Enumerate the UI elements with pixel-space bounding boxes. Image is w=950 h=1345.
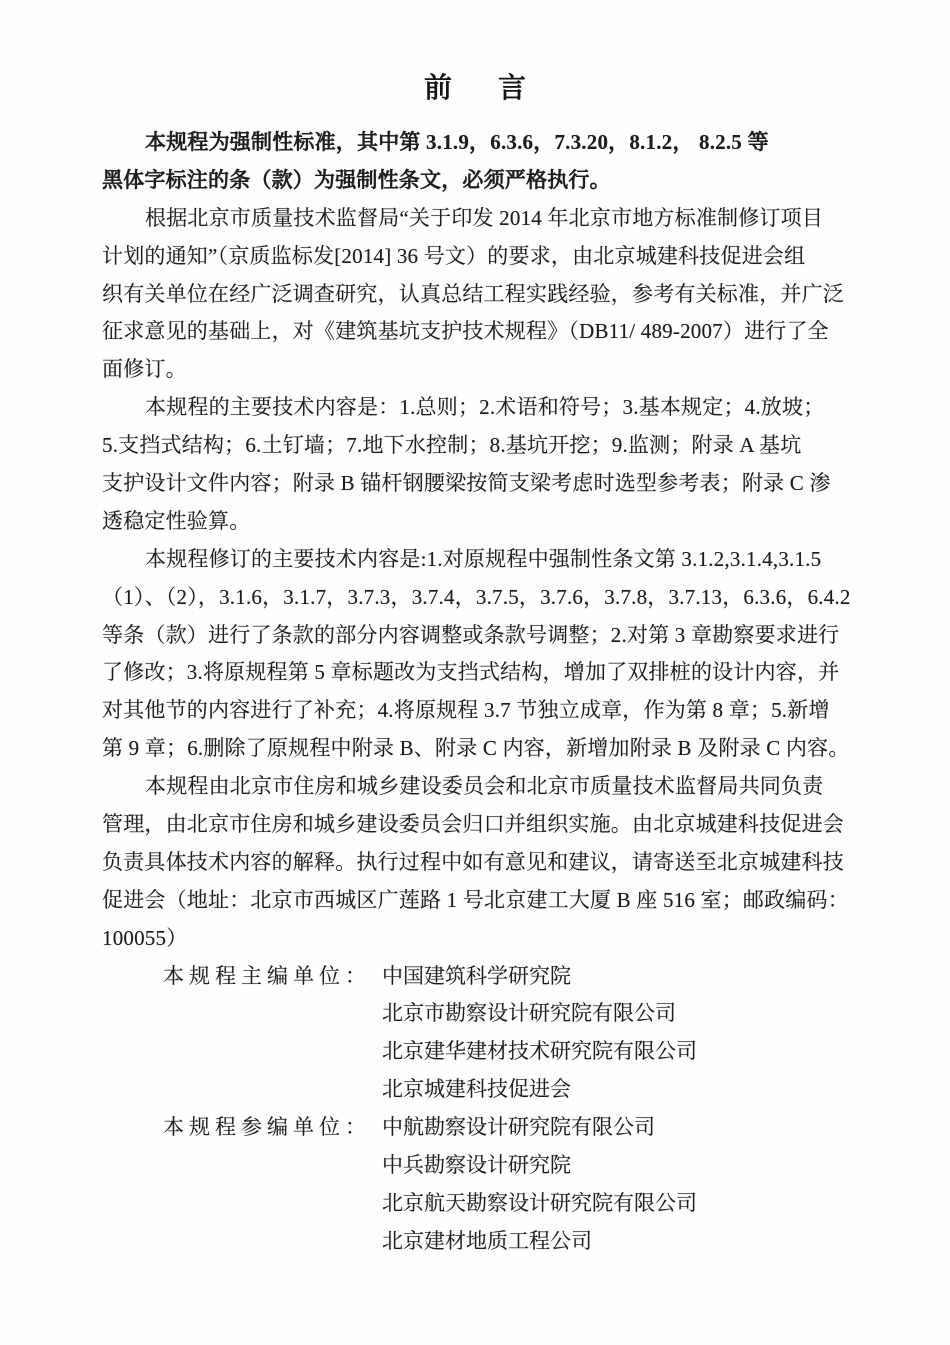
participating-editor-row xyxy=(102,1147,850,1185)
paragraph-line: 负责具体技术内容的解释。执行过程中如有意见和建议，请寄送至北京城建科技 xyxy=(102,849,844,874)
chief-editor-unit: 北京城建科技促进会 xyxy=(382,1077,571,1102)
paragraph-revision-basis xyxy=(102,200,850,389)
paragraph-line: 等条（款）进行了条款的部分内容调整或条款号调整；2.对第 3 章勘察要求进行 xyxy=(102,622,840,647)
chief-editor-row xyxy=(102,1033,850,1071)
paragraph-line: 织有关单位在经广泛调查研究，认真总结工程实践经验，参考有关标准，并广泛 xyxy=(102,281,844,306)
page-title: 前 言 xyxy=(423,73,535,104)
paragraph-mandatory-provisions xyxy=(102,124,850,200)
chief-editor-unit: 中国建筑科学研究院 xyxy=(382,963,571,988)
chief-editor-label: 本规程主编单位： xyxy=(163,963,371,988)
paragraph-line: 第 9 章；6.删除了原规程中附录 B、附录 C 内容，新增加附录 B 及附录 C 内容。 xyxy=(102,736,850,761)
chief-editor-unit: 北京建华建材技术研究院有限公司 xyxy=(382,1039,697,1064)
participating-editor-unit: 北京建材地质工程公司 xyxy=(382,1228,592,1253)
participating-editor-unit: 中兵勘察设计研究院 xyxy=(382,1153,571,1178)
paragraph-line: 本规程由北京市住房和城乡建设委员会和北京市质量技术监督局共同负责 xyxy=(145,774,824,799)
participating-editor-unit: 北京航天勘察设计研究院有限公司 xyxy=(382,1190,697,1215)
paragraph-administration xyxy=(102,768,850,957)
paragraph-line: 本规程为强制性标准，其中第 3.1.9，6.3.6，7.3.20，8.1.2， 8.2.5 等 xyxy=(145,130,769,154)
chief-editor-row xyxy=(102,1071,850,1109)
paragraph-line: 透稳定性验算。 xyxy=(102,508,251,533)
paragraph-line: 支护设计文件内容；附录 B 锚杆钢腰梁按简支梁考虑时选型参考表；附录 C 渗 xyxy=(102,471,831,496)
paragraph-line: 了修改；3.将原规程第 5 章标题改为支挡式结构，增加了双排桩的设计内容，并 xyxy=(102,660,840,685)
participating-editor-label: 本规程参编单位： xyxy=(163,1115,371,1140)
paragraph-line: 对其他节的内容进行了补充；4.将原规程 3.7 节独立成章，作为第 8 章；5.新增 xyxy=(102,698,830,723)
document-body xyxy=(102,124,850,1261)
paragraph-line: 管理，由北京市住房和城乡建设委员会归口并组织实施。由北京城建科技促进会 xyxy=(102,812,844,837)
paragraph-line: 100055） xyxy=(102,925,188,950)
participating-editor-row xyxy=(102,1223,850,1261)
participating-editor-row xyxy=(102,1109,850,1147)
paragraph-line: （1）、（2），3.1.6，3.1.7，3.7.3，3.7.4，3.7.5，3.7.6，3.7.8，3.7.13，6.3.6，6.4.2 xyxy=(102,584,851,609)
paragraph-line: 面修订。 xyxy=(102,357,187,382)
paragraph-line: 5.支挡式结构；6.土钉墙；7.地下水控制；8.基坑开挖；9.监测；附录 A 基坑 xyxy=(102,433,802,458)
paragraph-line: 促进会（地址：北京市西城区广莲路 1 号北京建工大厦 B 座 516 室；邮政编码： xyxy=(102,887,849,912)
paragraph-line: 根据北京市质量技术监督局“关于印发 2014 年北京市地方标准制修订项目 xyxy=(145,205,824,230)
paragraph-main-contents xyxy=(102,389,850,541)
paragraph-line: 计划的通知”（京质监标发[2014] 36 号文）的要求，由北京城建科技促进会组 xyxy=(102,243,806,268)
paragraph-line: 黑体字标注的条（款）为强制性条文，必须严格执行。 xyxy=(102,167,611,192)
paragraph-revision-contents xyxy=(102,541,850,768)
editor-units-section xyxy=(102,958,850,1261)
paragraph-line: 本规程的主要技术内容是：1.总则；2.术语和符号；3.基本规定；4.放坡； xyxy=(145,395,825,420)
chief-editor-row xyxy=(102,995,850,1033)
chief-editor-row xyxy=(102,958,850,996)
paragraph-line: 本规程修订的主要技术内容是:1.对原规程中强制性条文第 3.1.2,3.1.4,3.1.5 xyxy=(145,546,822,571)
chief-editor-unit: 北京市勘察设计研究院有限公司 xyxy=(382,1001,676,1026)
participating-editor-row xyxy=(102,1185,850,1223)
participating-editor-unit: 中航勘察设计研究院有限公司 xyxy=(382,1115,655,1140)
paragraph-line: 征求意见的基础上，对《建筑基坑支护技术规程》（DB11/ 489-2007）进行了全 xyxy=(102,319,829,344)
